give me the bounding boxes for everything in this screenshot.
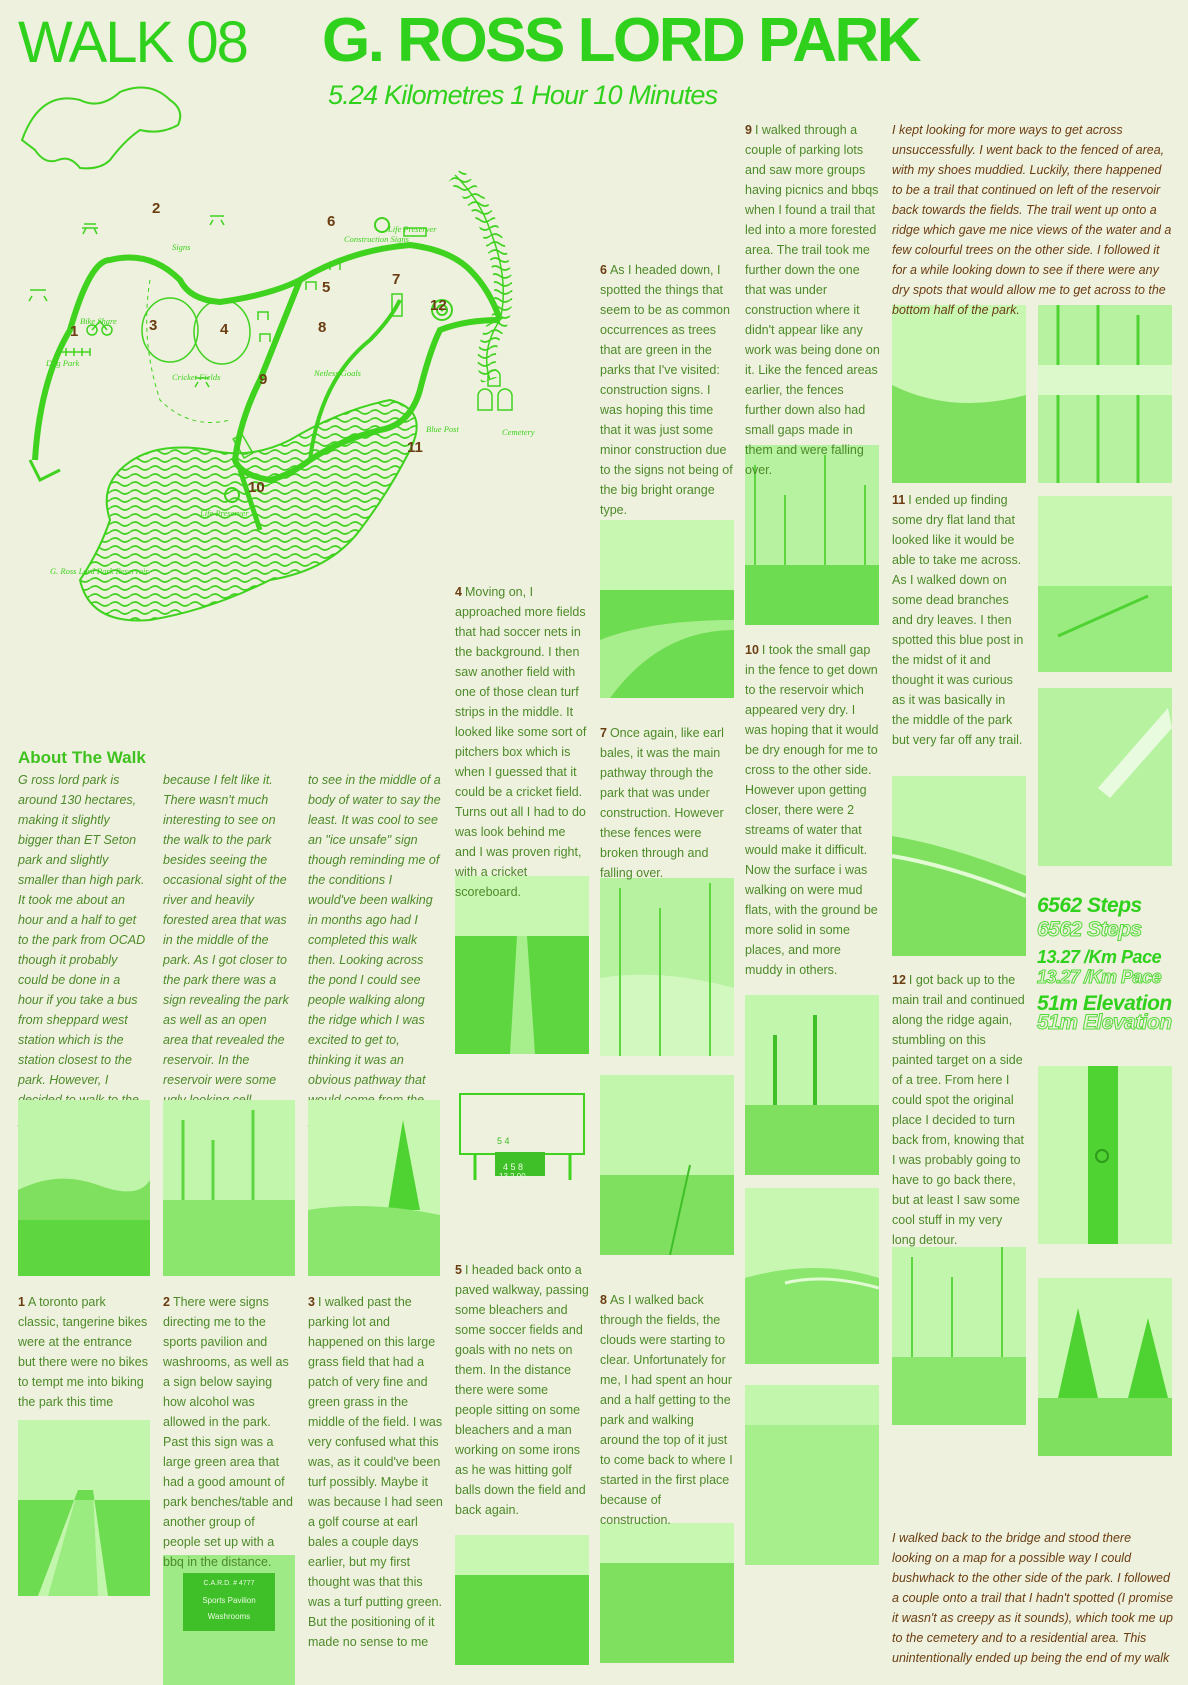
map-label-cemetery: Cemetery — [502, 427, 535, 437]
life-preserver-icon — [375, 218, 389, 232]
entry-7-number: 7 — [600, 726, 607, 740]
map-label-blue-post: Blue Post — [426, 424, 459, 434]
map-marker-10: 10 — [248, 479, 265, 496]
stat-steps-outline: 6562 Steps — [1037, 918, 1142, 941]
entry-11-number: 11 — [892, 493, 906, 507]
entry-4-text: Moving on, I approached more fields that had soccer nets in the background. I then saw another field with one of those clean turf strips in the middle. It looked like some sort of pitchers box which is when I guessed that it could be a cricket field. Turns out all I had to do was look behind me and I was proven right, with a cricket scoreboard. — [455, 585, 587, 899]
about-col-3: to see in the middle of a body of water to say the least. It was cool to see an "ice unsafe" sign though reminding me of the conditions I would've been walking in months ago had I completed this walk then. Looking across the pond I could see people walking along the ridge which I was excited to get to, thinking it was an obvious pathway that — [308, 773, 441, 1087]
park-map — [10, 80, 570, 640]
map-marker-8: 8 — [318, 319, 327, 336]
inset-outline — [22, 88, 180, 169]
photo-clearing-field — [600, 1523, 734, 1663]
netless-goal — [258, 262, 340, 342]
entry-2-text: There were signs directing me to the sports pavilion and washrooms, as well as a sign below saying how alcohol was allowed in the park. Past this sign was a large green area that had a good amount of park benches/table and another group of people set up with a bbq in the distance. — [163, 1295, 293, 1569]
entry-3-number: 3 — [308, 1295, 315, 1309]
photo-fence-field — [600, 1075, 734, 1255]
entry-6-number: 6 — [600, 263, 607, 277]
stat-elevation: 51m Elevation — [1037, 992, 1172, 1015]
map-label-life-preserver-top: Life Preserver — [388, 224, 437, 234]
photo-cricket-scoreboard — [455, 1080, 589, 1180]
scoreboard-score-a: 4 5 8 — [503, 1162, 524, 1172]
entry-2-number: 2 — [163, 1295, 170, 1309]
entry-10 — [745, 640, 879, 980]
about-col-1: G ross lord park is around 130 hectares, making it slightly bigger than ET Seton park and slightly smaller than high park. It took me about an hour and a half to get to the park from OCAD though it probably could be done in a hour if you take a bus from sheppard west station which is the station closest to the park. However, I — [18, 773, 146, 1087]
photo-path-bench — [18, 1420, 150, 1596]
map-marker-4: 4 — [220, 321, 229, 338]
entry-9-text: I walked through a couple of parking lots and saw more groups having picnics and bbqs when I found a trail that led into a more forested area. The trail took me further down the one that was under construction where it didn't appear like any work was being done on it. Like the fenced areas earlier, the fences further down also had small gaps made in them and were falling over. — [745, 123, 880, 477]
map-marker-2: 2 — [152, 200, 161, 217]
map-label-life-preserver-bottom: Life Preserver — [200, 508, 249, 518]
map-label-cricket-fields: Cricket Fields — [172, 372, 221, 382]
map-marker-9: 9 — [259, 371, 268, 388]
photo-river-bank — [892, 776, 1026, 956]
note-continued-search: I kept looking for more ways to get across unsuccessfully. I went back to the fenced of area, with my shoes muddied. Luckily, there happened to be a trail that continued on left of the reservoir back towards the fields. The trail went up onto a ridge which gave me nice views of the water and a few colourful trees on the other side. I followed it for a while looking down to see if there were any dry spots that would allow me to get across to the bottom half of the park. — [892, 123, 1172, 317]
stat-steps: 6562 Steps — [1037, 894, 1142, 917]
map-marker-5: 5 — [322, 279, 331, 296]
entry-1 — [18, 1292, 148, 1412]
photo-cricket-field — [455, 876, 589, 1054]
entry-4 — [455, 582, 589, 902]
stat-pace: 13.27 /Km Pace — [1037, 947, 1162, 967]
photo-reservoir-streams — [745, 1188, 879, 1364]
scoreboard-score-mid: 5 4 — [497, 1136, 510, 1146]
entry-6-text: As I headed down, I spotted the things that seem to be as common occurrences as trees that are green in the parks that I've visited: construction signs. I was hoping this time that it was just some minor construction due to the signs not being of the big bright orange type. — [600, 263, 733, 517]
pavilion-sign-line3: Washrooms — [207, 1612, 251, 1621]
entry-1-text: A toronto park classic, tangerine bikes were at the entrance but there were no bikes to tempt me into biking the park this time — [18, 1295, 148, 1409]
entry-1-number: 1 — [18, 1295, 25, 1309]
photo-fence-gap — [745, 995, 879, 1175]
stat-pace-outline: 13.27 /Km Pace — [1037, 967, 1162, 987]
pavilion-sign-line1: C.A.R.D. # 4777 — [203, 1580, 255, 1587]
entry-9-number: 9 — [745, 123, 752, 137]
entry-12-number: 12 — [892, 973, 906, 987]
about-col-2: because I felt like it. There wasn't much interesting to see on the walk to the park besides seeing the occasional sight of the river and heavily forested area that was in the middle of the park. As I got closer to the park there was a sign revealing the park as well as an open area that revealed the reservoir. In the reservoir were some — [163, 773, 289, 1087]
entry-3-text: I walked past the parking lot and happened on this large grass field that had a patch of very fine and green grass in the middle of the field. I was very confused what this was, as it could've been turf possibly. Maybe it was because I had seen a golf course at earl bales a couple days earlier, but my first thought was that this was a turf putting green. But the positioning of it made no sense to me — [308, 1295, 443, 1649]
map-marker-1: 1 — [70, 323, 79, 340]
entry-5-number: 5 — [455, 1263, 462, 1277]
entry-8 — [600, 1290, 734, 1530]
entry-5-text: I headed back onto a paved walkway, passing some bleachers and some soccer fields and goals with no nets on them. In the distance there were some people sitting on some bleachers and a man working on some irons as he was hitting golf balls down the field and back again. — [455, 1263, 589, 1517]
entry-3 — [308, 1292, 444, 1652]
entry-10-number: 10 — [745, 643, 759, 657]
page-title-light: WALK 08 — [18, 10, 247, 75]
map-label-reservoir: G. Ross Lord Park Reservoir — [50, 566, 149, 576]
map-marker-3: 3 — [149, 317, 158, 334]
map-marker-7: 7 — [392, 271, 401, 288]
photo-mud-flats — [745, 1385, 879, 1565]
map-label-netless-goals: Netless Goals — [314, 368, 361, 378]
photo-turf-field — [308, 1100, 440, 1276]
photo-forest-view — [163, 1100, 295, 1276]
map-marker-11: 11 — [407, 439, 423, 456]
note-walk-end: I walked back to the bridge and stood there looking on a map for a possible way I could bushwhack to the other side of the park. I followed a couple onto a trail that I hadn't spotted (I promise it wasn't as creepy as it sounds), which took me up to the cemetery and to a residential area. This unintentionally ended up being the end of my walk — [892, 1531, 1174, 1665]
photo-construction-sign — [600, 520, 734, 698]
entry-11 — [892, 490, 1026, 750]
photo-ridge-view — [892, 305, 1026, 483]
photo-trail-end — [1038, 1278, 1172, 1456]
entry-6 — [600, 260, 734, 520]
photo-golf-field — [455, 1535, 589, 1665]
map-marker-6: 6 — [327, 213, 336, 230]
stat-elevation-outline: 51m Elevation — [1037, 1011, 1172, 1034]
entry-7 — [600, 723, 734, 883]
entry-8-text: As I walked back through the fields, the clouds were starting to clear. Unfortunately for me, I had spent an hour and a half getting to the park and walking around the top of it just to come back to where I started in the first place because of construction. — [600, 1293, 733, 1527]
photo-long-detour — [892, 1247, 1026, 1425]
map-marker-12: 12 — [430, 297, 447, 314]
photo-water-trees — [1038, 305, 1172, 483]
entry-5 — [455, 1260, 589, 1520]
photo-dry-land — [1038, 496, 1172, 672]
photo-painted-target — [1038, 1066, 1172, 1244]
photo-construction-path — [600, 878, 734, 1056]
entry-8-number: 8 — [600, 1293, 607, 1307]
photo-pavilion-sign — [163, 1555, 295, 1685]
entry-7-text: Once again, like earl bales, it was the main pathway through the park that was under construction. However these fences were broken through and falling over. — [600, 726, 724, 880]
entry-12 — [892, 970, 1026, 1250]
photo-blue-post — [1038, 688, 1172, 866]
entry-9 — [745, 120, 881, 480]
entry-12-text: I got back up to the main trail and continued along the ridge again, stumbling on this painted target on a side of a tree. From here I could spot the original place I decided to turn back from, knowing that I was probably going to have to go back there, but at least I saw some cool stuff in my very long detour. — [892, 973, 1025, 1247]
photo-bike-share — [18, 1100, 150, 1276]
entry-4-number: 4 — [455, 585, 462, 599]
scoreboard-score-b: 13 2 00 — [499, 1172, 526, 1180]
about-title: About The Walk — [18, 748, 146, 767]
page-title-park: G. ROSS LORD PARK — [322, 6, 920, 75]
entry-11-text: I ended up finding some dry flat land that looked like it would be able to take me across. As I walked down on some dead branches and dry leaves. I then spotted this blue post in the midst of it and thought it was curious as it was basically in the middle of the park but very far off any trail. — [892, 493, 1024, 747]
map-label-dog-park: Dog Park — [46, 358, 80, 368]
walk-distance-duration: 5.24 Kilometres 1 Hour 10 Minutes — [328, 80, 718, 110]
map-label-signs: Signs — [172, 242, 191, 252]
pavilion-sign-line2: Sports Pavilion — [202, 1596, 256, 1605]
entry-2 — [163, 1292, 293, 1572]
map-label-construction-signs: Construction Signs — [344, 234, 409, 244]
entry-10-text: I took the small gap in the fence to get down to the reservoir which appeared very dry. I was hoping that it would be dry enough for me to cross to the other side. However upon getting closer, there were 2 streams of water that would make it difficult. Now the surface i was walking on were mud flats, with the ground be more solid in some places, and more muddy in others. — [745, 643, 879, 977]
map-label-bike-share: Bike Share — [80, 316, 117, 326]
